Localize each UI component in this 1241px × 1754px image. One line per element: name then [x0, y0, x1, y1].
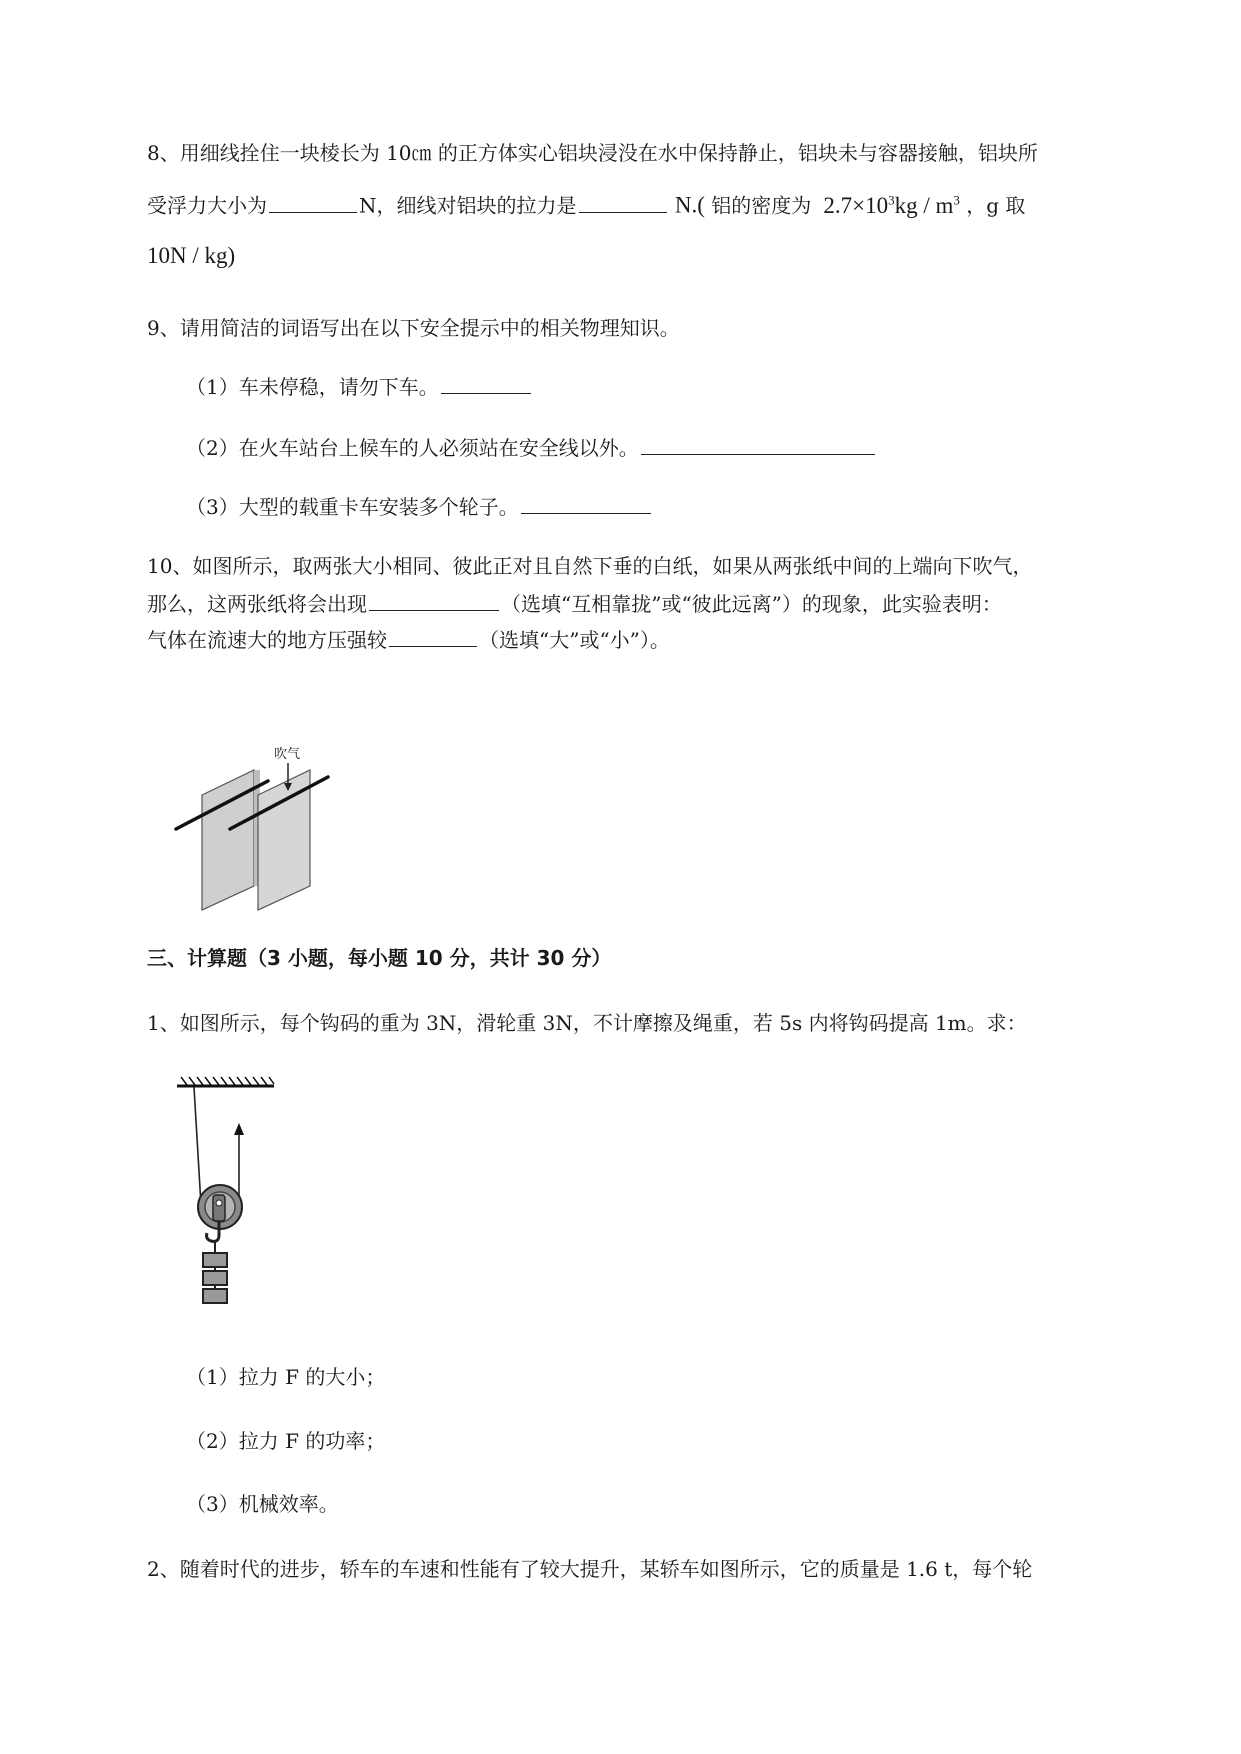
q9-stem: 9、请用简洁的词语写出在以下安全提示中的相关物理知识。: [147, 316, 680, 340]
q8-line2-a: 受浮力大小为: [147, 193, 267, 218]
q10-line3: 气体在流速大的地方压强较 （选填“大”或“小”）。: [147, 624, 670, 654]
answer-blank[interactable]: [641, 432, 875, 455]
c1-item2: （2）拉力 F 的功率；: [186, 1429, 386, 1453]
q8-line2: [147, 186, 1025, 220]
section-heading: 三、计算题（3 小题，每小题 10 分，共计 30 分）: [147, 946, 612, 970]
q9-item1: （1）车未停稳，请勿下车。: [186, 371, 533, 401]
q8-line1: 8、用细线拴住一块棱长为 10㎝ 的正方体实心铝块浸没在水中保持静止，铝块未与容器接触，铝块所: [147, 141, 1038, 165]
answer-blank[interactable]: [521, 491, 651, 514]
c1-item1: （1）拉力 F 的大小；: [186, 1365, 386, 1389]
pulley-figure: [175, 1075, 285, 1315]
answer-blank[interactable]: [389, 624, 477, 647]
answer-blank[interactable]: [369, 588, 499, 611]
q8-line3: 10N / kg): [147, 243, 236, 268]
blow-label: 吹气: [274, 747, 301, 762]
q10-line2: 那么，这两张纸将会出现 （选填“互相靠拢”或“彼此远离”）的现象，此实验表明：: [147, 588, 1002, 618]
c2-stem: 2、随着时代的进步，轿车的车速和性能有了较大提升，某轿车如图所示，它的质量是 1.6 t，每个轮: [147, 1557, 1033, 1581]
q8-line2-d: 铝的密度为: [711, 193, 812, 218]
q8-line2-b: N，细线对铝块的拉力是: [359, 193, 577, 218]
c1-item3: （3）机械效率。: [186, 1492, 339, 1516]
density-formula: $2.7\times 10^3kg / m^3$: [823, 192, 960, 218]
q10-line1: 10、如图所示，取两张大小相同、彼此正对且自然下垂的白纸，如果从两张纸中间的上端向下吹气，: [147, 554, 1033, 578]
q9-item3: （3）大型的载重卡车安装多个轮子。: [186, 491, 653, 521]
q8-unit: N.(: [674, 192, 705, 218]
paper-blowing-figure: [170, 745, 345, 917]
q9-item2: （2）在火车站台上候车的人必须站在安全线以外。: [186, 432, 877, 462]
answer-blank[interactable]: [579, 190, 667, 213]
q8-line2-e: ，g 取: [966, 193, 1026, 218]
answer-blank[interactable]: [269, 190, 357, 213]
c1-stem: 1、如图所示，每个钩码的重为 3N，滑轮重 3N，不计摩擦及绳重，若 5s 内将钩码提高 1m。求：: [147, 1011, 1027, 1035]
answer-blank[interactable]: [441, 371, 531, 394]
